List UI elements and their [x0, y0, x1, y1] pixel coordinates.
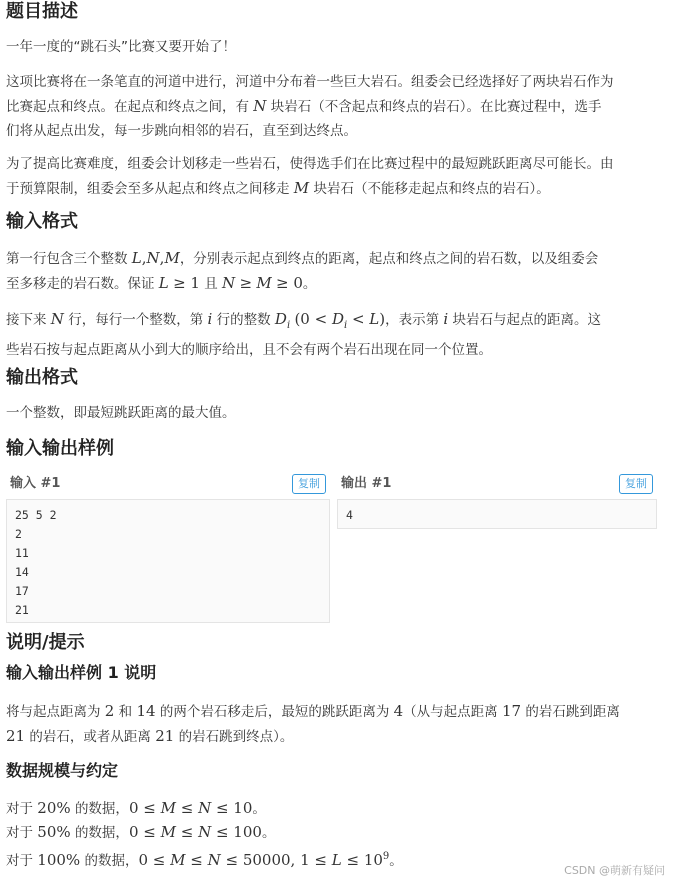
samples-area — [6, 473, 666, 627]
copy-output-button[interactable]: 复制 — [619, 474, 653, 494]
sample-output — [337, 473, 657, 529]
sample-input-code: 25 5 2 2 11 14 17 21 — [6, 499, 330, 623]
description-p3: 为了提高比赛难度，组委会计划移走一些岩石，使得选手们在比赛过程中的最短跳跃距离尽可能长。由 于预算限制，组委会至多从起点和终点之间移走 M 块岩石（不能移走起点和终点的岩石）。 — [6, 156, 614, 197]
input-format-p1: 第一行包含三个整数 L,N,M，分别表示起点到终点的距离，起点和终点之间的岩石数，以及组委会 至多移走的岩石数。保证 L ≥ 1 且 N ≥ M ≥ 0。 — [6, 249, 599, 292]
samples-title: 输入输出样例 — [6, 438, 114, 459]
hint-title: 说明/提示 — [6, 632, 85, 653]
description-p2: 这项比赛将在一条笔直的河道中进行，河道中分布着一些巨大岩石。组委会已经选择好了两块岩石作为 比赛起点和终点。在起点和终点之间，有 N 块岩石（不含起点和终点的岩石）。在比赛过程中，选手 们将从起点出发，每一步跳向相邻的岩石，直至到达终点。 — [6, 74, 614, 139]
input-format-title: 输入格式 — [6, 211, 78, 232]
sample1-explanation: 将与起点距离为 2 和 14 的两个岩石移走后，最短的跳跃距离为 4（从与起点距离 17 的岩石跳到距离 21 的岩石，或者从距离 21 的岩石跳到终点）。 — [6, 702, 620, 745]
description-title: 题目描述 — [6, 1, 78, 22]
sample-input-label: 输入 #1 — [10, 476, 61, 491]
input-format-p2: 接下来 N 行，每行一个整数，第 i 行的整数 $D_i$ $(0 < D_i < L)$，表示第 i 块岩石与起点的距离。这 些岩石按与起点距离从小到大的顺序给出，且不会有两个岩石出现在同一个位置。 — [6, 310, 602, 358]
constraints-title: 数据规模与约定 — [6, 761, 119, 780]
sample-output-code: 4 — [337, 499, 657, 529]
constraints-list: 对于 20% 的数据，0 ≤ M ≤ N ≤ 10。 对于 50% 的数据，0 ≤ M ≤ N ≤ 100。 对于 100% 的数据，0 ≤ M ≤ N ≤ 50000, $1 \le L \le 10^9$。 — [6, 799, 403, 869]
output-format-p1: 一个整数，即最短跳跃距离的最大值。 — [6, 405, 236, 421]
sample-output-label: 输出 #1 — [341, 476, 392, 491]
sample-input — [6, 473, 330, 623]
output-format-title: 输出格式 — [6, 367, 78, 388]
description-p1: 一年一度的“跳石头”比赛又要开始了！ — [6, 39, 236, 55]
footer-watermark: CSDN @萌新有疑问 — [564, 864, 665, 877]
sample1-explanation-title: 输入输出样例 1 说明 — [6, 663, 157, 682]
copy-input-button[interactable]: 复制 — [292, 474, 326, 494]
